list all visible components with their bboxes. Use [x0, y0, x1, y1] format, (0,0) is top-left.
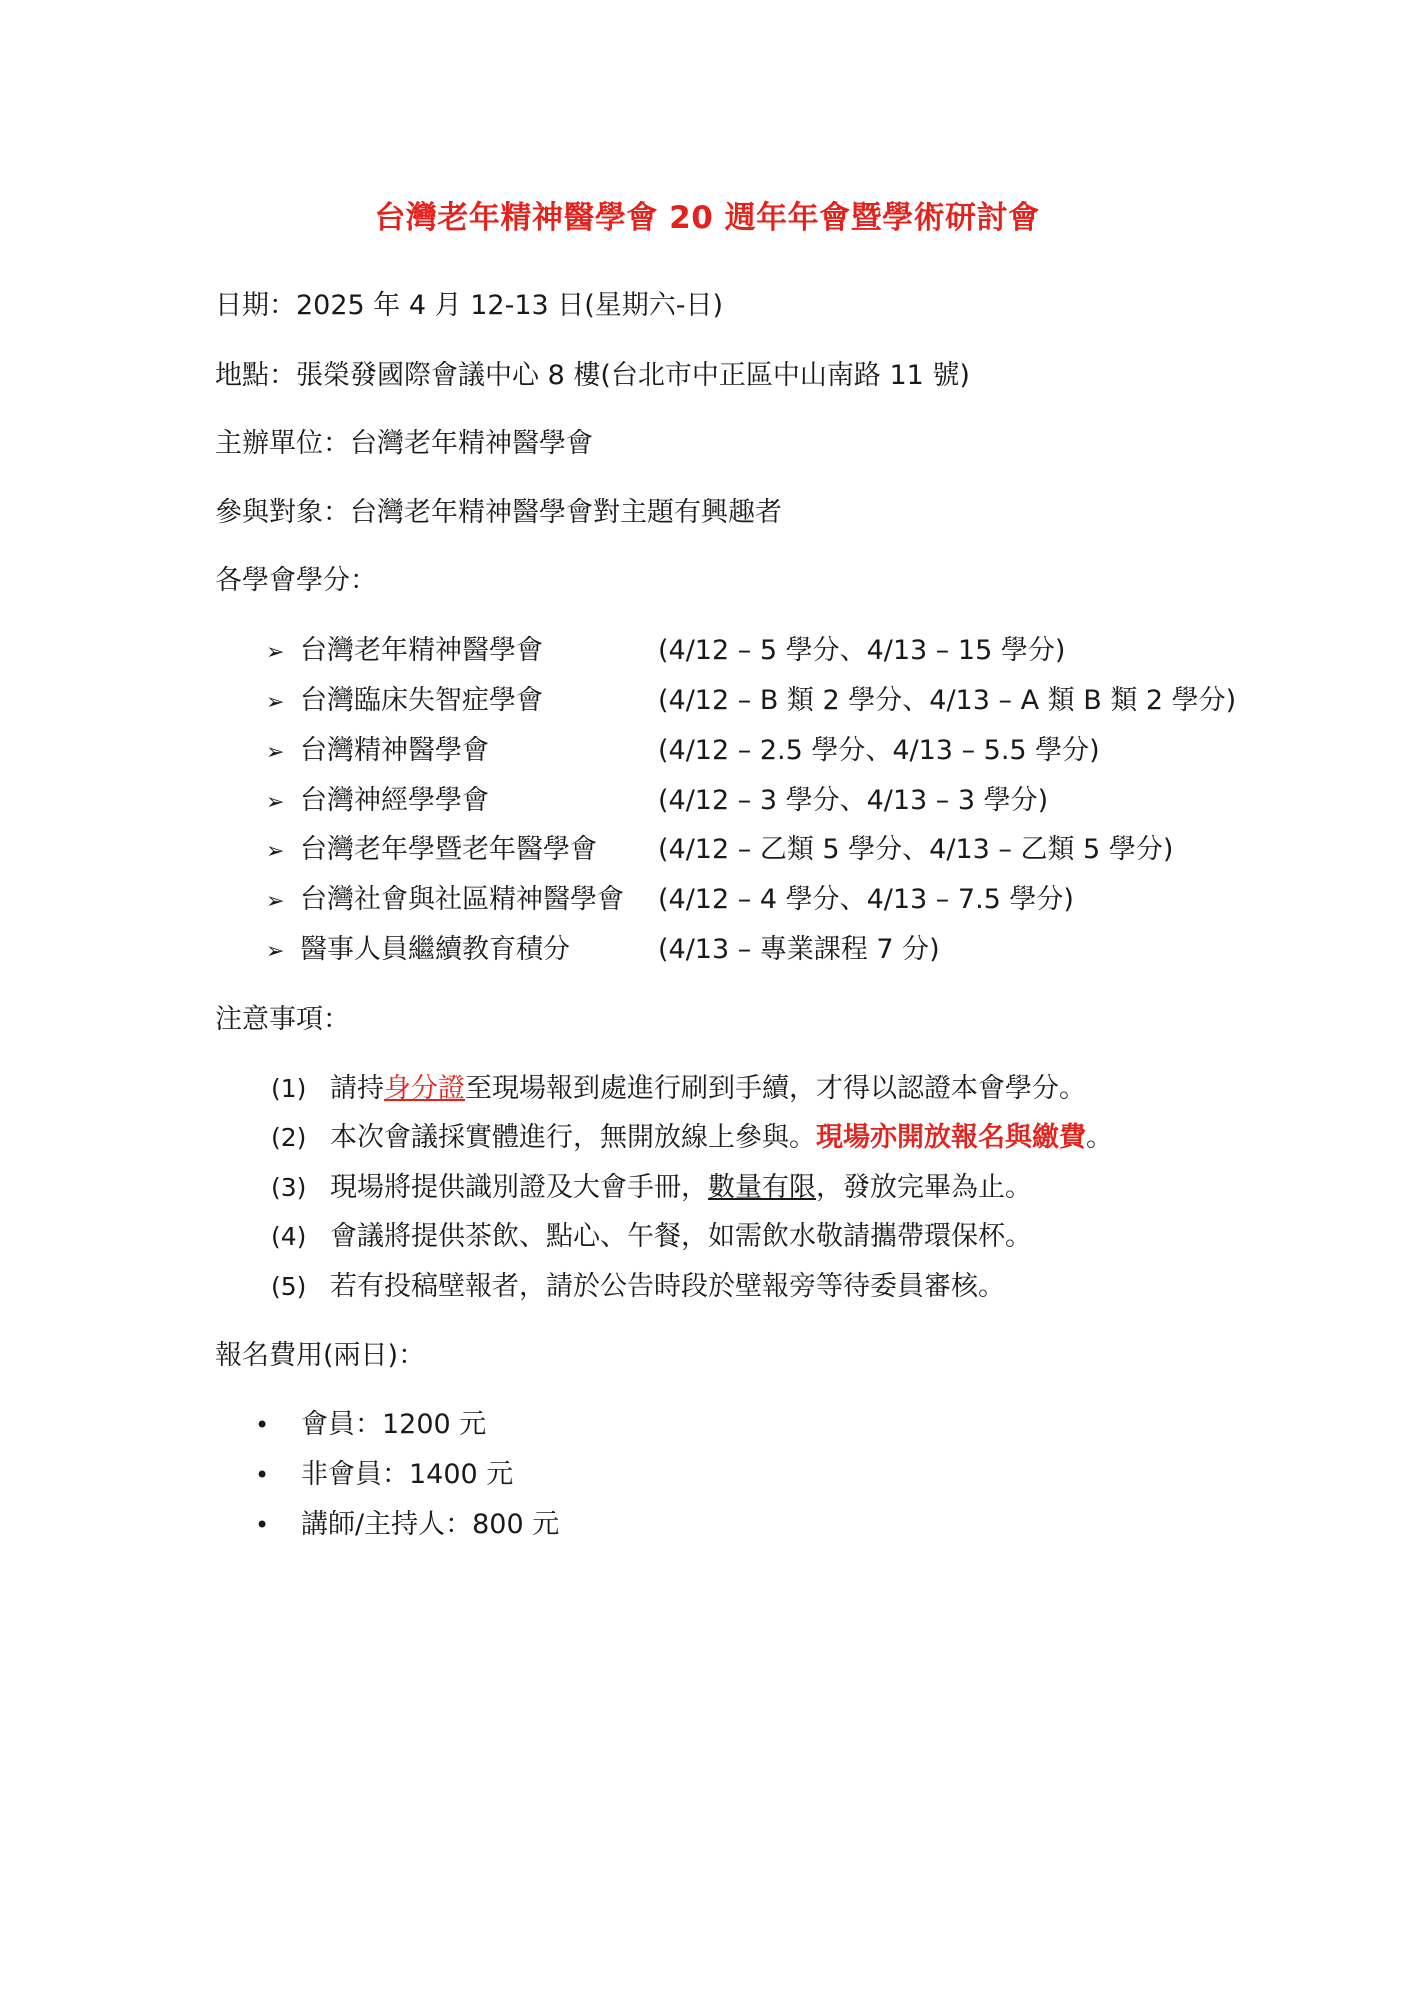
date-label: 日期：: [215, 290, 296, 321]
bullet-dot-icon: •: [255, 1461, 270, 1489]
note-number: (2): [271, 1123, 307, 1152]
arrow-bullet-icon: ➢: [266, 790, 285, 815]
notes-heading: 注意事項：: [215, 1004, 350, 1035]
credit-row: [266, 927, 940, 966]
arrow-bullet-icon: ➢: [266, 939, 285, 964]
note-emphasis: 身分證: [384, 1073, 465, 1104]
credit-row: [266, 877, 1074, 916]
note-item: [271, 1066, 1086, 1105]
fee-text: 非會員：1400 元: [301, 1459, 514, 1490]
credit-value: (4/13 – 專業課程 7 分): [658, 934, 940, 965]
page-title: 台灣老年精神醫學會 20 週年年會暨學術研討會: [374, 200, 1040, 236]
credit-society: 台灣老年精神醫學會: [300, 635, 543, 666]
date-line: [215, 283, 723, 322]
note-number: (1): [271, 1074, 307, 1103]
note-number: (4): [271, 1222, 307, 1251]
note-number: (5): [271, 1272, 307, 1301]
note-item: [271, 1165, 1032, 1204]
bullet-dot-icon: •: [255, 1411, 270, 1439]
arrow-bullet-icon: ➢: [266, 839, 285, 864]
arrow-bullet-icon: ➢: [266, 889, 285, 914]
audience-value: 台灣老年精神醫學會對主題有興趣者: [350, 497, 782, 528]
credit-society: 台灣老年學暨老年醫學會: [300, 834, 597, 865]
credit-value: (4/12 – 4 學分、4/13 – 7.5 學分): [658, 884, 1074, 915]
note-emphasis: 現場亦開放報名與繳費: [816, 1122, 1086, 1153]
credit-value: (4/12 – 3 學分、4/13 – 3 學分): [658, 785, 1049, 816]
venue-label: 地點：: [215, 360, 296, 391]
fee-item: [255, 1502, 559, 1541]
credit-row: [266, 628, 1065, 667]
arrow-bullet-icon: ➢: [266, 740, 285, 765]
fees-heading: 報名費用(兩日)：: [215, 1340, 426, 1371]
fee-text: 會員：1200 元: [301, 1409, 487, 1440]
note-item: [271, 1214, 1032, 1253]
note-text: 現場將提供識別證及大會手冊，: [330, 1172, 708, 1203]
venue-line: [215, 353, 970, 392]
note-text: 會議將提供茶飲、點心、午餐，如需飲水敬請攜帶環保杯。: [330, 1221, 1032, 1252]
note-item: [271, 1115, 1113, 1154]
credit-society: 台灣社會與社區精神醫學會: [300, 884, 624, 915]
credits-heading: 各學會學分：: [215, 565, 377, 596]
organizer-value: 台灣老年精神醫學會: [350, 428, 593, 459]
credit-row: [266, 728, 1100, 767]
credit-row: [266, 827, 1173, 866]
credit-society: 台灣臨床失智症學會: [300, 685, 543, 716]
date-value: 2025 年 4 月 12-13 日(星期六-日): [296, 290, 724, 321]
venue-value: 張榮發國際會議中心 8 樓(台北市中正區中山南路 11 號): [296, 360, 970, 391]
fee-item: [255, 1452, 513, 1491]
note-emphasis: 數量有限: [708, 1172, 816, 1203]
note-text: 本次會議採實體進行，無開放線上參與。: [330, 1122, 816, 1153]
fee-item: [255, 1402, 486, 1441]
audience-label: 參與對象：: [215, 497, 350, 528]
credit-society: 台灣神經學學會: [300, 785, 489, 816]
arrow-bullet-icon: ➢: [266, 690, 285, 715]
organizer-line: [215, 421, 593, 460]
bullet-dot-icon: •: [255, 1511, 270, 1539]
arrow-bullet-icon: ➢: [266, 640, 285, 665]
credit-row: [266, 678, 1236, 717]
credit-value: (4/12 – 5 學分、4/13 – 15 學分): [658, 635, 1066, 666]
note-number: (3): [271, 1173, 307, 1202]
note-item: [271, 1264, 1005, 1303]
audience-line: [215, 490, 782, 529]
credit-society: 醫事人員繼續教育積分: [300, 934, 570, 965]
credit-value: (4/12 – 乙類 5 學分、4/13 – 乙類 5 學分): [658, 834, 1174, 865]
organizer-label: 主辦單位：: [215, 428, 350, 459]
note-text: 。: [1086, 1122, 1113, 1153]
note-text: 若有投稿壁報者，請於公告時段於壁報旁等待委員審核。: [330, 1271, 1005, 1302]
credit-value: (4/12 – B 類 2 學分、4/13 – A 類 B 類 2 學分): [658, 685, 1237, 716]
credit-value: (4/12 – 2.5 學分、4/13 – 5.5 學分): [658, 735, 1100, 766]
note-text: ，發放完畢為止。: [816, 1172, 1032, 1203]
credit-row: [266, 778, 1048, 817]
note-text: 至現場報到處進行刷到手續，才得以認證本會學分。: [465, 1073, 1086, 1104]
credit-society: 台灣精神醫學會: [300, 735, 489, 766]
note-text: 請持: [330, 1073, 384, 1104]
fee-text: 講師/主持人：800 元: [301, 1509, 560, 1540]
